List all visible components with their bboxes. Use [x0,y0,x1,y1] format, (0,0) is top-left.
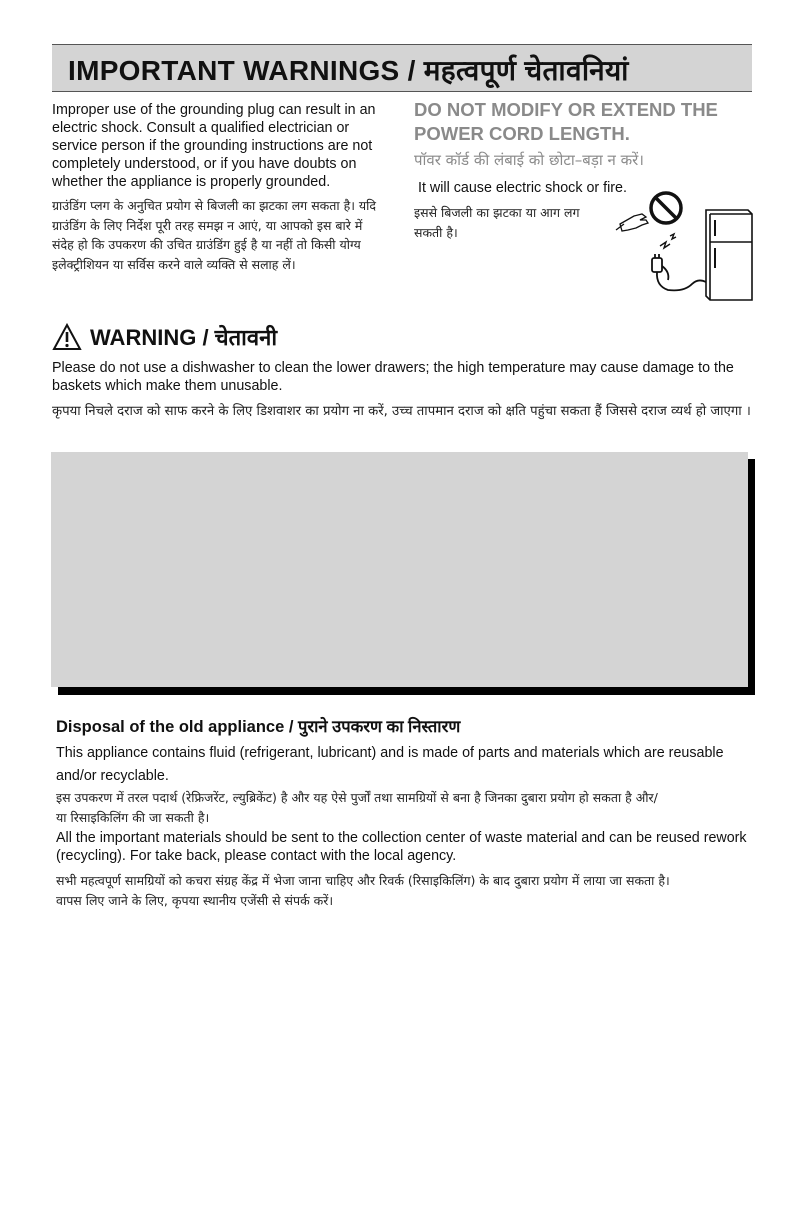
warning-triangle-icon [52,323,82,351]
warning-text-en: Please do not use a dishwasher to clean the lower drawers; the high temperature may cause damage to the baskets which make them unusable. [52,360,734,394]
power-cord-text-en: It will cause electric shock or fire. [418,180,627,196]
power-cord-text-hi: इससे बिजली का झटका या आग लग सकती है। [414,205,580,240]
plug-icon [652,254,706,290]
panel-shadow-right [748,459,755,695]
grounding-text-en: Improper use of the grounding plug can result in an electric shock. Consult a qualified electrician or service person if the grounding instructions are not completely understood, or if you have doubts on whether the appliance is properly grounded. [52,102,376,190]
blank-gray-panel [51,452,748,687]
prohibition-icon [651,193,681,223]
warning-text-hi: कृपया निचले दराज को साफ करने के लिए डिशवाशर का प्रयोग ना करें, उच्च तापमान दराज को क्षति पहुंचा सकता हैं जिससे दराज व्यर्थ हो जाएगा । [52,404,751,419]
disposal-text-en-2: All the important materials should be sent to the collection center of waste material and can be reused rework (recycling). For take back, please contact with the local agency. [56,830,747,864]
spark-icon [660,234,676,248]
disposal-text-en-1: This appliance contains fluid (refrigerant, lubricant) and is made of parts and materials which are reusable and/or recyclable. [56,745,724,784]
hand-icon [616,214,648,231]
panel-shadow-bottom [58,687,755,695]
disposal-heading: Disposal of the old appliance / पुराने उपकरण का निस्तारण [56,718,461,736]
warning-title: WARNING / चेतावनी [90,325,278,350]
disposal-text-hi-1: इस उपकरण में तरल पदार्थ (रेफ्रिजरेंट, ल्युब्रिकेंट) है और यह ऐसे पुर्जों तथा सामग्रियों से बना है जिनका दुबारा प्रयोग हो सकता है और/या रिसाइकिलिंग की जा सकती है। [56,790,658,825]
power-cord-heading-hi: पॉवर कॉर्ड की लंबाई को छोटा–बड़ा न करें। [414,151,644,169]
power-cord-heading: DO NOT MODIFY OR EXTEND THE POWER CORD LENGTH. [414,99,718,144]
grounding-text-hi: ग्राउंडिंग प्लग के अनुचित प्रयोग से बिजली का झटका लग सकता है। यदि ग्राउंडिंग के लिए निर्देश पूरी तरह समझ न आएं, या आपको इस बारे में संदेह हो कि उपकरण की उचित ग्राउंडिंग हुई है या नहीं तो किसी योग्य इलेक्ट्रीशियन या सर्विस करने वाले व्यक्ति से सलाह लें। [52,198,377,272]
page-title: IMPORTANT WARNINGS / महत्वपूर्ण चेतावनियां [68,55,629,86]
warning-heading [52,320,277,354]
power-cord-illustration [612,186,754,304]
disposal-text-hi-2: सभी महत्वपूर्ण सामग्रियों को कचरा संग्रह केंद्र में भेजा जाना चाहिए और रिवर्क (रिसाइकिलिंग) के बाद दुबारा प्रयोग में लाया जा सकता है। वापस लिए जाने के लिए, कृपया स्थानीय एजेंसी से संपर्क करें। [56,873,670,908]
refrigerator-icon [706,210,752,300]
warnings-header [52,44,752,92]
